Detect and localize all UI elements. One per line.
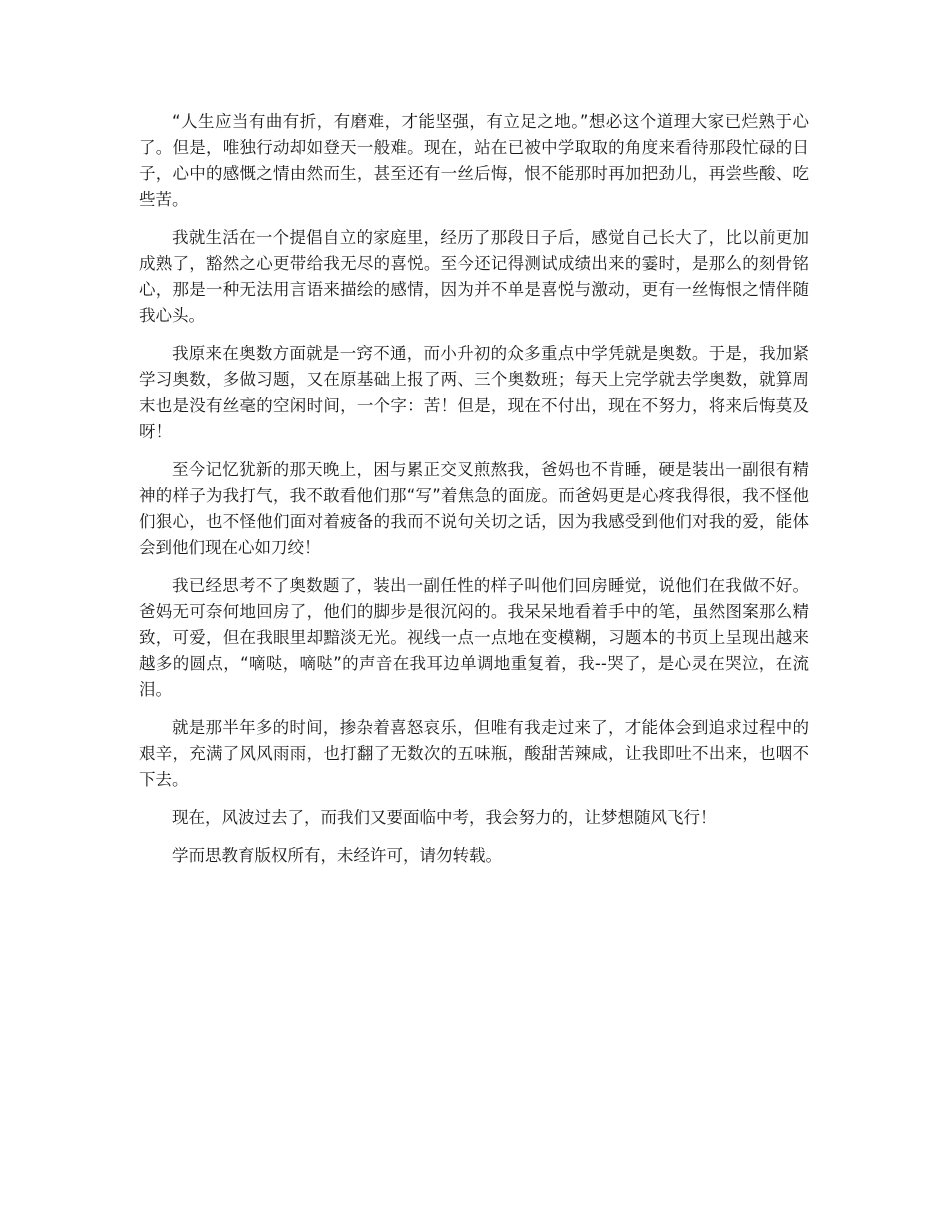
paragraph-3: 我原来在奥数方面就是一窍不通，而小升初的众多重点中学凭就是奥数。于是，我加紧学习奥数，多做习题，又在原基础上报了两、三个奥数班；每天上完学就去学奥数，就算周末也是没有丝毫的空闲时间，一个字：苦！但是，现在不付出，现在不努力，将来后悔莫及呀！ xyxy=(139,344,809,441)
document-page xyxy=(139,109,809,881)
paragraph-6: 就是那半年多的时间，掺杂着喜怒哀乐，但唯有我走过来了，才能体会到追求过程中的艰辛，充满了风风雨雨，也打翻了无数次的五味瓶，酸甜苦辣咸，让我即吐不出来，也咽不下去。 xyxy=(139,718,809,789)
paragraph-1: “人生应当有曲有折，有磨难，才能坚强，有立足之地。”想必这个道理大家已烂熟于心了。但是，唯独行动却如登天一般难。现在，站在已被中学取取的角度来看待那段忙碌的日子，心中的感慨之情由然而生，甚至还有一丝后悔，恨不能那时再加把劲儿，再尝些酸、吃些苦。 xyxy=(139,112,809,209)
paragraph-7: 现在，风波过去了，而我们又要面临中考，我会努力的，让梦想随风飞行！ xyxy=(172,808,717,827)
paragraph-4: 至今记忆犹新的那天晚上，困与累正交叉煎熬我，爸妈也不肯睡，硬是装出一副很有精神的样子为我打气，我不敢看他们那“写”着焦急的面庞。而爸妈更是心疼我得很，我不怪他们狠心，也不怪他们面对着疲备的我而不说句关切之话，因为我感受到他们对我的爱，能体会到他们现在心如刀绞！ xyxy=(139,460,809,557)
paragraph-2: 我就生活在一个提倡自立的家庭里，经历了那段日子后，感觉自己长大了，比以前更加成熟了，豁然之心更带给我无尽的喜悦。至今还记得测试成绩出来的霎时，是那么的刻骨铭心，那是一种无法用言语来描绘的感情，因为并不单是喜悦与激动，更有一丝悔恨之情伴随我心头。 xyxy=(139,228,809,325)
copyright-notice: 学而思教育版权所有，未经许可，请勿转载。 xyxy=(172,846,502,865)
paragraph-5: 我已经思考不了奥数题了，装出一副任性的样子叫他们回房睡觉，说他们在我做不好。爸妈无可奈何地回房了，他们的脚步是很沉闷的。我呆呆地看着手中的笔，虽然图案那么精致，可爱，但在我眼里却黯淡无光。视线一点一点地在变模糊，习题本的书页上呈现出越来越多的圆点，“嘀哒，嘀哒”的声音在我耳边单调地重复着，我--哭了，是心灵在哭泣，在流泪。 xyxy=(139,576,809,699)
